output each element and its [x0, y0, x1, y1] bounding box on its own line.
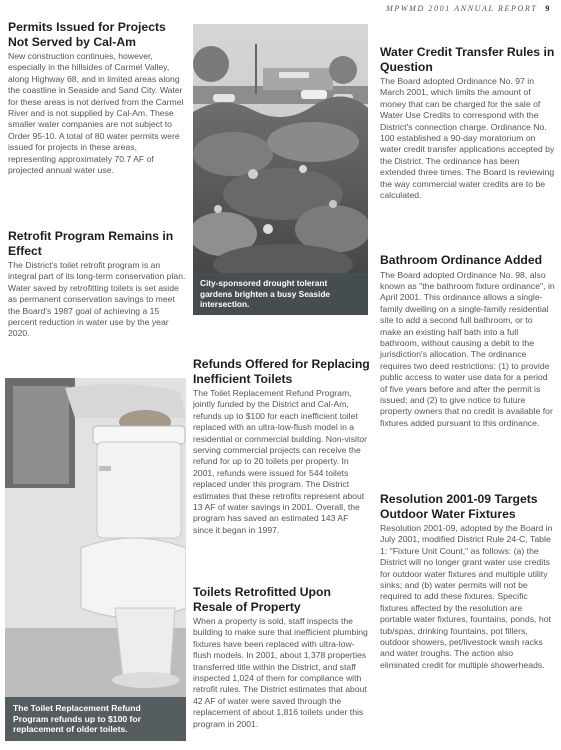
article-resale — [193, 585, 368, 730]
article-body: Resolution 2001-09, adopted by the Board in July 2001, modified District Rule 24-C, Table 1: "Fixture Unit Count," as follows: (a) the District will no longer grant water use credits for outdoor water fixtures and multiple utility sinks; and (b) water permits will not be required to add these fixtures. Specific fixtures affected by the resolution are portable water fixtures, fountains, ponds, hot tub/spas, drinking fountains, pot fillers, outdoor showers, pet/livestock wash racks and water troughs. The action also eliminated credit for multiple showerheads. — [380, 523, 553, 670]
article-body: When a property is sold, staff inspects the building to make sure that inefficient plumbing fixtures have been replaced with ultra-low-flush models. In 2001, about 1,378 properties transferred title within the District, and staff inspected 1,024 of them for compliance with retrofit rules. The District estimates that about 42 AF of water were saved through the replacement of about 1,816 toilets under this program in 2001. — [193, 616, 368, 729]
article-body: The Board adopted Ordinance No. 97 in March 2001, which limits the amount of money that can be charged for the sale of Water Use Credits to correspond with the District's connection charge. Ordinance No. 100 established a 90-day moratorium on water credit transfer applications accepted by the District. The ordinance has been extended three times. The Board is reviewing the way commercial water credits are to be calculated. — [380, 76, 555, 201]
article-heading: Toilets Retrofitted Upon Resale of Property — [193, 585, 331, 614]
article-body: The Toilet Replacement Refund Program, jointly funded by the District and Cal-Am, refunds up to $100 for each inefficient toilet replaced with an ultra-low-flush model in a residential or commercial building. Non-visitor serving commercial projects can receive the refund for up to 20 toilets per property. In 2001, refunds were issued for 544 toilets replaced under this program. The District estimates that these retrofits represent about 13 AF of water savings in 2001. Overall, the program has saved an estimated 143 AF since it began in 1997. — [193, 388, 368, 535]
article-bathroom — [380, 253, 555, 429]
running-header — [386, 4, 551, 13]
article-body: New construction continues, however, especially in the hillsides of Carmel Valley, along Highway 68, and in limited areas along the coastline in Seaside and Sand City. Water for these areas is not derived from the Carmel River and is not supplied by Cal-Am. These smaller water companies are not subject to Order 95-10. A total of 80 water permits were issued for projects in these areas, representing approximately 70.7 AF of projected annual water use. — [8, 51, 184, 176]
article-heading: Refunds Offered for Replacing Inefficient Toilets — [193, 357, 370, 386]
article-heading: Bathroom Ordinance Added — [380, 253, 543, 267]
article-permits — [8, 20, 184, 176]
article-body: The Board adopted Ordinance No. 98, also known as "the bathroom fixture ordinance", in April 2001. This ordinance allows a single-family dwelling on a single-family residential site to add a second full bathroom, or to make an existing half bath into a full bathroom, without causing a debit to the jurisdiction's allocation. The ordinance requires two deed restrictions: (1) to provide public access to water use data for a period of five years before and after the permit is issued; and (2) to give notice to future property owners that no credit is available for fixtures added pursuant to this ordinance. — [380, 269, 555, 428]
article-resolution — [380, 492, 555, 671]
article-body: The District's toilet retrofit program is an integral part of its long-term conservation plan. Water saved by retrofitting toilets is set aside as permanent conservation savings to meet the Board's 1987 goal of achieving a 15 percent reduction in water use by the year 2020. — [8, 260, 186, 339]
toilet-image — [5, 378, 186, 741]
article-refunds — [193, 357, 370, 536]
garden-photo — [193, 24, 368, 315]
article-retrofit-program — [8, 229, 188, 340]
garden-image — [193, 24, 368, 315]
article-heading: Water Credit Transfer Rules in Question — [380, 45, 555, 74]
toilet-photo — [5, 378, 186, 741]
toilet-photo-caption: The Toilet Replacement Refund Program refunds up to $100 for replacement of older toilets. — [5, 697, 186, 741]
article-heading: Permits Issued for Projects Not Served by Cal-Am — [8, 20, 166, 49]
page-number: 9 — [545, 4, 551, 13]
report-title: MPWMD 2001 ANNUAL REPORT — [386, 4, 538, 13]
article-heading: Resolution 2001-09 Targets Outdoor Water Fixtures — [380, 492, 538, 521]
article-heading: Retrofit Program Remains in Effect — [8, 229, 174, 258]
article-water-credit — [380, 45, 555, 201]
garden-photo-caption: City-sponsored drought tolerant gardens brighten a busy Seaside intersection. — [193, 273, 368, 315]
